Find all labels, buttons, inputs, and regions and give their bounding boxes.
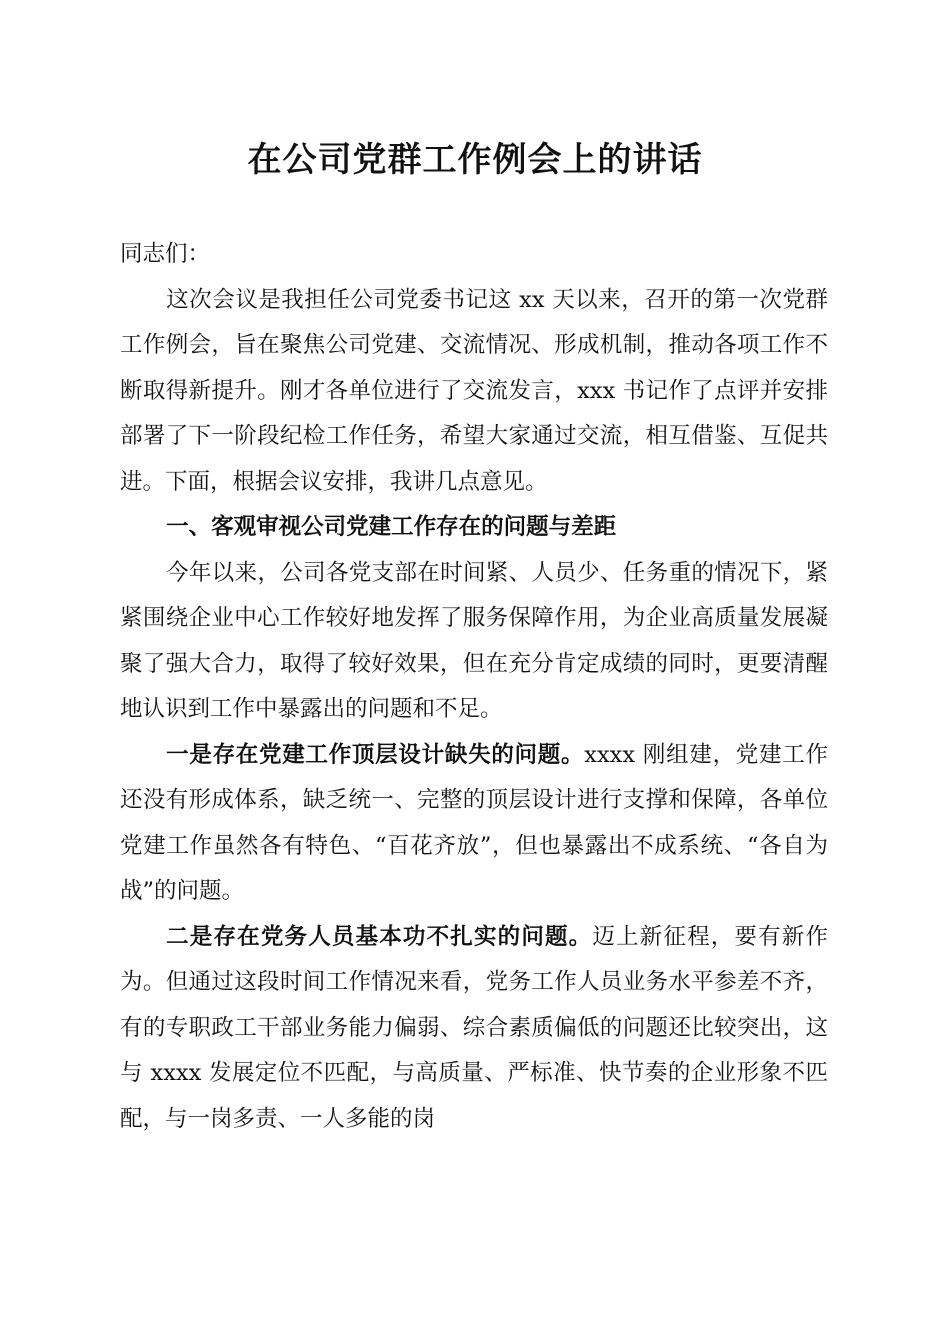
point-1-paragraph <box>120 733 828 915</box>
point-2-lead: 二是存在党务人员基本功不扎实的问题。 <box>166 923 593 950</box>
document-body <box>120 232 828 1142</box>
point-2-body: 迈上新征程，要有新作为。但通过这段时间工作情况来看，党务工作人员业务水平参差不齐，有的专职政工干部业务能力偏弱、综合素质偏低的问题还比较突出，这与 xxxx 发展定位不匹配，与高质量、严标准、快节奏的企业形象不匹配，与一岗多责、一人多能的岗 <box>120 923 828 1132</box>
section-heading-1: 一、客观审视公司党建工作存在的问题与差距 <box>166 514 617 540</box>
point-1-lead: 一是存在党建工作顶层设计缺失的问题。 <box>166 741 585 768</box>
section-1-paragraph: 今年以来，公司各党支部在时间紧、人员少、任务重的情况下，紧紧围绕企业中心工作较好地发挥了服务保障作用，为企业高质量发展凝聚了强大合力，取得了较好效果，但在充分肯定成绩的同时，更要清醒地认识到工作中暴露出的问题和不足。 <box>120 559 828 722</box>
point-1-body: xxxx 刚组建，党建工作还没有形成体系，缺乏统一、完整的顶层设计进行支撑和保障，各单位党建工作虽然各有特色、“百花齐放”，但也暴露出不成系统、“各自为战”的问题。 <box>120 741 828 904</box>
document-title: 在公司党群工作例会上的讲话 <box>247 140 703 180</box>
intro-paragraph: 这次会议是我担任公司党委书记这 xx 天以来，召开的第一次党群工作例会，旨在聚焦公司党建、交流情况、形成机制，推动各项工作不断取得新提升。刚才各单位进行了交流发言，xxx 书记作了点评并安排部署了下一阶段纪检工作任务，希望大家通过交流，相互借鉴、互促共进。下面，根据会议安排，我讲几点意见。 <box>120 286 828 495</box>
point-2-paragraph <box>120 915 828 1143</box>
salutation: 同志们： <box>120 241 211 267</box>
